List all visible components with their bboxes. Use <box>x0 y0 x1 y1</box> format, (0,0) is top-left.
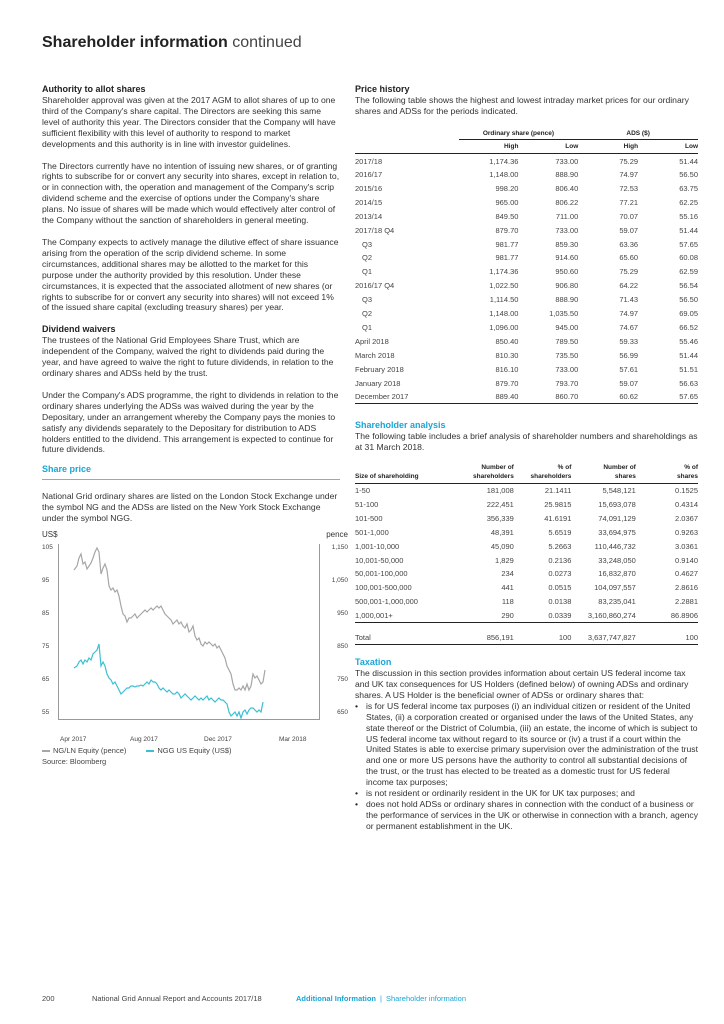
price-cell: 1,022.50 <box>489 281 519 291</box>
shareholder-analysis-intro: The following table includes a brief analysis of shareholder numbers and shareholdings as at 31 March 2018. <box>355 431 698 453</box>
price-cell: 1,174.36 <box>489 156 519 166</box>
price-cell: 60.62 <box>578 390 638 404</box>
shareholding-cell: 48,391 <box>490 527 514 537</box>
col-low: Low <box>638 140 698 154</box>
price-cell: 806.40 <box>555 184 579 194</box>
col-low: Low <box>518 140 578 154</box>
ng-ln-line <box>74 548 265 690</box>
shareholding-cell: 110,446,732 <box>594 541 636 551</box>
y-left-tick: 95 <box>42 577 50 585</box>
authority-heading: Authority to allot shares <box>42 84 146 94</box>
shareholder-analysis-heading: Shareholder analysis <box>355 420 446 431</box>
x-tick: Apr 2017 <box>60 736 87 744</box>
shareholding-cell: 0.4627 <box>675 569 698 579</box>
price-cell: 850.40 <box>495 336 519 346</box>
y-right-tick: 1,050 <box>331 577 348 585</box>
y-left-tick: 75 <box>42 643 50 651</box>
footer-separator: | <box>380 994 382 1003</box>
total-cell: 100 <box>636 631 698 645</box>
column-header: % of shareholders <box>514 463 572 484</box>
price-cell: 74.97 <box>619 309 639 319</box>
price-cell: 65.60 <box>619 253 639 263</box>
right-column <box>355 84 698 832</box>
price-history-row <box>355 334 698 348</box>
report-title: National Grid Annual Report and Accounts 2017/18 <box>92 994 262 1003</box>
page-number: 200 <box>42 994 55 1003</box>
shareholding-cell: 74,091,129 <box>598 513 636 523</box>
shareholding-cell: 0.2136 <box>548 555 572 565</box>
column-header: Number of shareholders <box>461 463 514 484</box>
price-cell: 75.29 <box>619 156 639 166</box>
price-cell: 879.70 <box>495 225 519 235</box>
price-cell: 51.44 <box>679 156 698 166</box>
price-cell: 789.50 <box>555 336 579 346</box>
price-cell: 59.33 <box>619 336 639 346</box>
price-history-row <box>355 168 698 182</box>
share-price-heading: Share price <box>42 464 340 480</box>
price-cell: 981.77 <box>495 239 519 249</box>
price-cell: 56.50 <box>679 170 698 180</box>
price-cell: 945.00 <box>555 322 579 332</box>
price-cell: 1,096.00 <box>489 322 519 332</box>
taxation-bullet: • does not hold ADSs or ordinary shares in connection with the conduct of a business or the performance of services in the UK or otherwise in connection with a branch, agency or permanent establishment in the UK. <box>355 799 698 832</box>
price-cell: 735.50 <box>555 350 579 360</box>
x-tick: Aug 2017 <box>130 736 158 744</box>
price-cell: 74.97 <box>619 170 639 180</box>
chart-lines <box>59 544 321 720</box>
period-label: February 2018 <box>355 364 404 374</box>
shareholding-row <box>355 609 698 623</box>
shareholding-cell: 2.0367 <box>675 513 698 523</box>
price-cell: 879.70 <box>495 378 519 388</box>
period-label: 2013/14 <box>355 211 383 221</box>
shareholding-cell: 234 <box>501 569 514 579</box>
price-cell: 859.30 <box>555 239 579 249</box>
price-cell: 69.05 <box>679 309 698 319</box>
shareholding-cell: 290 <box>461 609 514 623</box>
shareholding-cell: 33,694,975 <box>598 527 636 537</box>
price-cell: 55.46 <box>679 336 698 346</box>
period-label: Q2 <box>362 309 373 319</box>
price-cell: 57.61 <box>619 364 639 374</box>
y-left-tick: 65 <box>42 676 50 684</box>
shareholding-cell: 0.0138 <box>548 597 572 607</box>
y-left-tick: 85 <box>42 610 50 618</box>
chart-source: Source: Bloomberg <box>42 757 107 767</box>
price-cell: 56.50 <box>679 295 698 305</box>
price-cell: 816.10 <box>495 364 519 374</box>
total-cell: Total <box>355 631 461 645</box>
price-cell: 66.52 <box>679 322 698 332</box>
price-cell: 888.90 <box>555 170 579 180</box>
price-cell: 950.60 <box>555 267 579 277</box>
period-label: Q1 <box>362 322 373 332</box>
authority-paragraph-1: Shareholder approval was given at the 2017 AGM to allot shares of up to one third of the Company's share capital. The Directors are seeking this same level of authority this year. The Directors consider that the Company will have sufficient flexibility with this level of authority to respond to market developments and this authority is in line with investor guidelines. <box>42 95 336 149</box>
price-cell: 75.29 <box>619 267 639 277</box>
price-cell: 62.59 <box>679 267 698 277</box>
shareholding-size: 100,001-500,000 <box>355 583 412 593</box>
price-cell: 74.67 <box>619 322 639 332</box>
column-header: % of shares <box>636 463 698 484</box>
ngg-us-line <box>74 644 263 718</box>
group-ads: ADS ($) <box>578 127 698 140</box>
taxation-bullet: • is not resident or ordinarily resident in the UK for UK tax purposes; and <box>355 788 698 799</box>
shareholding-cell: 5.2663 <box>548 541 572 551</box>
dividend-waivers-heading: Dividend waivers <box>42 324 116 335</box>
shareholding-row <box>355 553 698 567</box>
period-label: Q3 <box>362 295 373 305</box>
price-cell: 1,148.00 <box>489 309 519 319</box>
price-cell: 860.70 <box>518 390 578 404</box>
legend-swatch-grey <box>42 750 50 752</box>
taxation-bullet: • is for US federal income tax purposes (i) an individual citizen or resident of the United States, (ii) a corporation created or organised under the laws of the United States, any state thereof or the District of Columbia, (iii) an estate, the income of which is subject to US federal income tax without regard to its source or (iv) a trust if a court within the United States is able to exercise primary supervision over the administration of the trust and one or more US persons have the authority to control all substantial decisions of the trust, or the trust has elected to be treated as a domestic trust for US federal income tax purposes; <box>355 701 698 788</box>
shareholding-row <box>355 567 698 581</box>
price-cell: 56.54 <box>679 281 698 291</box>
shareholding-cell: 0.9140 <box>675 555 698 565</box>
total-cell: 856,191 <box>461 631 514 645</box>
price-history-row <box>355 195 698 209</box>
shareholding-row <box>355 525 698 539</box>
y-right-tick: 950 <box>337 610 348 618</box>
price-history-rows <box>355 154 698 404</box>
price-cell: 51.44 <box>679 225 698 235</box>
price-cell: 71.43 <box>619 295 639 305</box>
shareholding-size: 50,001-100,000 <box>355 569 408 579</box>
price-cell: 59.07 <box>619 225 639 235</box>
chart-plot-area <box>58 544 320 720</box>
shareholding-cell: 2.8616 <box>675 583 698 593</box>
shareholding-cell: 33,248,050 <box>598 555 636 565</box>
period-label: March 2018 <box>355 350 395 360</box>
shareholding-cell: 0.9263 <box>675 527 698 537</box>
waivers-paragraph-1: The trustees of the National Grid Employees Share Trust, which are independent of the Company, waived the right to dividends paid during the year, and have agreed to waive the right to future dividends, in relation to the ordinary shares and ADSs held by the trust. <box>42 335 334 379</box>
price-cell: 793.70 <box>555 378 579 388</box>
shareholding-cell: 5,548,121 <box>602 486 636 496</box>
page-title <box>42 34 302 52</box>
shareholding-row <box>355 539 698 553</box>
price-history-row <box>355 293 698 307</box>
price-cell: 56.63 <box>679 378 698 388</box>
price-cell: 64.22 <box>619 281 639 291</box>
authority-paragraph-3: The Company expects to actively manage the dilutive effect of share issuance arising from the operation of the scrip dividend scheme. In some circumstances, additional shares may be allotted to the market for this purpose under the authority provided by this resolution. Under these circumstances, it is expected that the associated allotment of new shares (or rights to subscribe for or convert any security into shares) will not exceed 1% of the issued share capital (excluding treasury shares) per year. <box>42 236 339 313</box>
shareholding-cell: 86.8906 <box>636 609 698 623</box>
taxation-intro: The discussion in this section provides information about certain US federal income tax and UK tax consequences for US Holders (defined below) of owning ADSs and ordinary shares. A US Holder is the beneficial owner of ADSs or ordinary shares that: <box>355 668 689 700</box>
shareholding-cell: 41.6191 <box>544 513 572 523</box>
page-title-main: Shareholder information <box>42 34 228 51</box>
price-cell: 733.00 <box>555 156 579 166</box>
shareholding-cell: 118 <box>501 597 514 607</box>
x-tick: Mar 2018 <box>279 736 307 744</box>
x-tick: Dec 2017 <box>204 736 232 744</box>
price-cell: 72.53 <box>619 184 639 194</box>
price-history-row <box>355 154 698 168</box>
shareholding-cell: 45,090 <box>490 541 514 551</box>
shareholding-cell: 222,451 <box>486 499 514 509</box>
legend-item-ngg-us: NGG US Equity (US$) <box>146 746 231 755</box>
shareholding-cell: 21.1411 <box>544 486 572 496</box>
authority-paragraph-2: The Directors currently have no intention of issuing new shares, or of granting rights to subscribe for or convert any security into shares, except in relation to, or in connection with, the operation and management of the Company's scrip dividend scheme and the exercise of options under the Company's share plans. No issue of shares will be made which would effectively alter control of the Company without the sanction of shareholders in general meeting. <box>42 160 340 226</box>
price-cell: 51.51 <box>679 364 698 374</box>
shareholder-analysis-rows <box>355 484 698 645</box>
price-cell: 62.25 <box>679 197 698 207</box>
col-high: High <box>578 140 638 154</box>
shareholder-analysis-table <box>355 463 698 645</box>
price-cell: 77.21 <box>619 197 639 207</box>
price-cell: 998.20 <box>495 184 519 194</box>
period-label: 2017/18 <box>355 156 383 166</box>
x-axis-ticks <box>42 736 340 746</box>
group-ordinary-share: Ordinary share (pence) <box>459 127 579 140</box>
price-history-row <box>355 237 698 251</box>
price-cell: 733.00 <box>555 364 579 374</box>
shareholding-cell: 3,160,860,274 <box>571 609 635 623</box>
shareholding-row <box>355 581 698 595</box>
price-history-row <box>355 251 698 265</box>
period-label: January 2018 <box>355 378 401 388</box>
price-cell: 888.90 <box>555 295 579 305</box>
price-cell: 711.00 <box>555 211 579 221</box>
price-history-row <box>355 223 698 237</box>
price-cell: 906.80 <box>555 281 579 291</box>
period-label: Q3 <box>362 239 373 249</box>
price-cell: 1,174.36 <box>489 267 519 277</box>
price-history-row <box>355 376 698 390</box>
col-high: High <box>459 140 519 154</box>
shareholding-cell: 3.0361 <box>675 541 698 551</box>
shareholding-size: 101-500 <box>355 513 383 523</box>
column-header: Size of shareholding <box>355 463 461 484</box>
price-cell: 55.16 <box>679 211 698 221</box>
legend-swatch-teal <box>146 750 154 752</box>
price-history-table <box>355 127 698 405</box>
shareholding-size: 1,001-10,000 <box>355 541 400 551</box>
y-right-tick: 750 <box>337 676 348 684</box>
y-left-tick: 55 <box>42 709 50 717</box>
price-history-row <box>355 279 698 293</box>
price-cell: 1,114.50 <box>489 295 519 305</box>
price-cell: 63.75 <box>679 184 698 194</box>
price-cell: 56.99 <box>619 350 639 360</box>
price-cell: 733.00 <box>555 225 579 235</box>
price-history-row <box>355 348 698 362</box>
period-label: April 2018 <box>355 336 389 346</box>
shareholding-cell: 0.1525 <box>675 486 698 496</box>
period-label: Q1 <box>362 267 373 277</box>
y-right-tick: 1,150 <box>331 544 348 552</box>
chart-legend <box>42 746 340 755</box>
period-label: 2015/16 <box>355 184 383 194</box>
total-cell: 3,637,747,827 <box>571 631 635 645</box>
shareholding-cell: 104,097,557 <box>594 583 636 593</box>
price-cell: 63.36 <box>619 239 639 249</box>
price-cell: 914.60 <box>555 253 579 263</box>
period-label: 2016/17 <box>355 170 383 180</box>
left-column <box>42 84 348 767</box>
total-row <box>355 631 698 645</box>
price-cell: 57.65 <box>638 390 698 404</box>
price-history-row <box>355 265 698 279</box>
price-cell: 57.65 <box>679 239 698 249</box>
shareholding-cell: 181,008 <box>486 486 514 496</box>
price-cell: 1,148.00 <box>489 170 519 180</box>
shareholding-cell: 0.0339 <box>514 609 572 623</box>
price-cell: 889.40 <box>459 390 519 404</box>
price-history-intro: The following table shows the highest and lowest intraday market prices for our ordinary shares and ADSs for the periods indicated. <box>355 95 689 116</box>
share-price-paragraph: National Grid ordinary shares are listed on the London Stock Exchange under the symbol NG and the ADSs are listed on the New York Stock Exchange under the symbol NGG. <box>42 491 338 524</box>
footer-subsection-link[interactable]: Shareholder information <box>385 994 466 1003</box>
price-cell: 810.30 <box>495 350 519 360</box>
price-cell: 60.08 <box>679 253 698 263</box>
period-label: 2016/17 Q4 <box>355 281 395 291</box>
y-right-tick: 850 <box>337 643 348 651</box>
shareholding-cell: 5.6519 <box>548 527 572 537</box>
share-price-chart <box>42 530 348 720</box>
shareholding-cell: 0.0273 <box>548 569 572 579</box>
price-cell: 51.44 <box>679 350 698 360</box>
shareholding-cell: 16,832,870 <box>598 569 636 579</box>
y-right-tick: 650 <box>337 709 348 717</box>
legend-item-ng-ln: NG/LN Equity (pence) <box>42 746 126 755</box>
price-cell: 59.07 <box>619 378 639 388</box>
shareholding-size: 1,000,001+ <box>355 609 461 623</box>
period-label: Q2 <box>362 253 373 263</box>
footer-section-link[interactable]: Additional Information <box>296 994 376 1003</box>
shareholding-size: 501-1,000 <box>355 527 389 537</box>
price-cell: 70.07 <box>619 211 639 221</box>
price-history-row <box>355 307 698 321</box>
price-cell: 981.77 <box>495 253 519 263</box>
price-history-heading: Price history <box>355 84 410 94</box>
y-axis-right-label: pence <box>326 530 348 540</box>
shareholding-cell: 2.2881 <box>675 597 698 607</box>
taxation-bullets <box>355 701 698 832</box>
price-history-row <box>355 390 698 404</box>
price-cell: 806.22 <box>555 197 579 207</box>
period-label: 2017/18 Q4 <box>355 225 395 235</box>
price-cell: 849.50 <box>495 211 519 221</box>
y-axis-left-label: US$ <box>42 530 58 540</box>
shareholding-row <box>355 498 698 512</box>
shareholding-size: 51-100 <box>355 499 379 509</box>
waivers-paragraph-2: Under the Company's ADS programme, the right to dividends in relation to the ordinary shares underlying the ADSs was waived during the year by the Depositary, under an arrangement whereby the Company pays the monies to satisfy any dividends separately to the Depositary for distribution to ADS holders entitled to the dividend. This arrangement is expected to continue for future dividends. <box>42 389 339 455</box>
shareholding-row <box>355 511 698 525</box>
shareholding-size: 1-50 <box>355 486 371 496</box>
price-history-row <box>355 209 698 223</box>
shareholding-size: 10,001-50,000 <box>355 555 404 565</box>
shareholding-cell: 83,235,041 <box>598 597 636 607</box>
shareholding-cell: 15,693,078 <box>598 499 636 509</box>
page-title-continued: continued <box>232 34 302 51</box>
shareholding-cell: 1,829 <box>495 555 514 565</box>
shareholding-row <box>355 484 698 498</box>
price-history-row <box>355 362 698 376</box>
price-history-row <box>355 321 698 335</box>
shareholding-cell: 356,339 <box>486 513 514 523</box>
price-cell: 1,035.50 <box>549 309 579 319</box>
y-left-tick: 105 <box>42 544 53 552</box>
page-footer <box>42 994 466 1003</box>
shareholding-size: 500,001-1,000,000 <box>355 597 418 607</box>
price-history-row <box>355 182 698 196</box>
period-label: 2014/15 <box>355 197 383 207</box>
total-cell: 100 <box>514 631 572 645</box>
shareholding-cell: 0.4314 <box>675 499 698 509</box>
shareholding-cell: 441 <box>501 583 514 593</box>
price-cell: 965.00 <box>495 197 519 207</box>
taxation-heading: Taxation <box>355 657 392 668</box>
period-label: December 2017 <box>355 390 459 404</box>
shareholding-row <box>355 595 698 609</box>
shareholding-cell: 25.9815 <box>544 499 572 509</box>
column-header: Number of shares <box>571 463 635 484</box>
shareholding-cell: 0.0515 <box>548 583 572 593</box>
